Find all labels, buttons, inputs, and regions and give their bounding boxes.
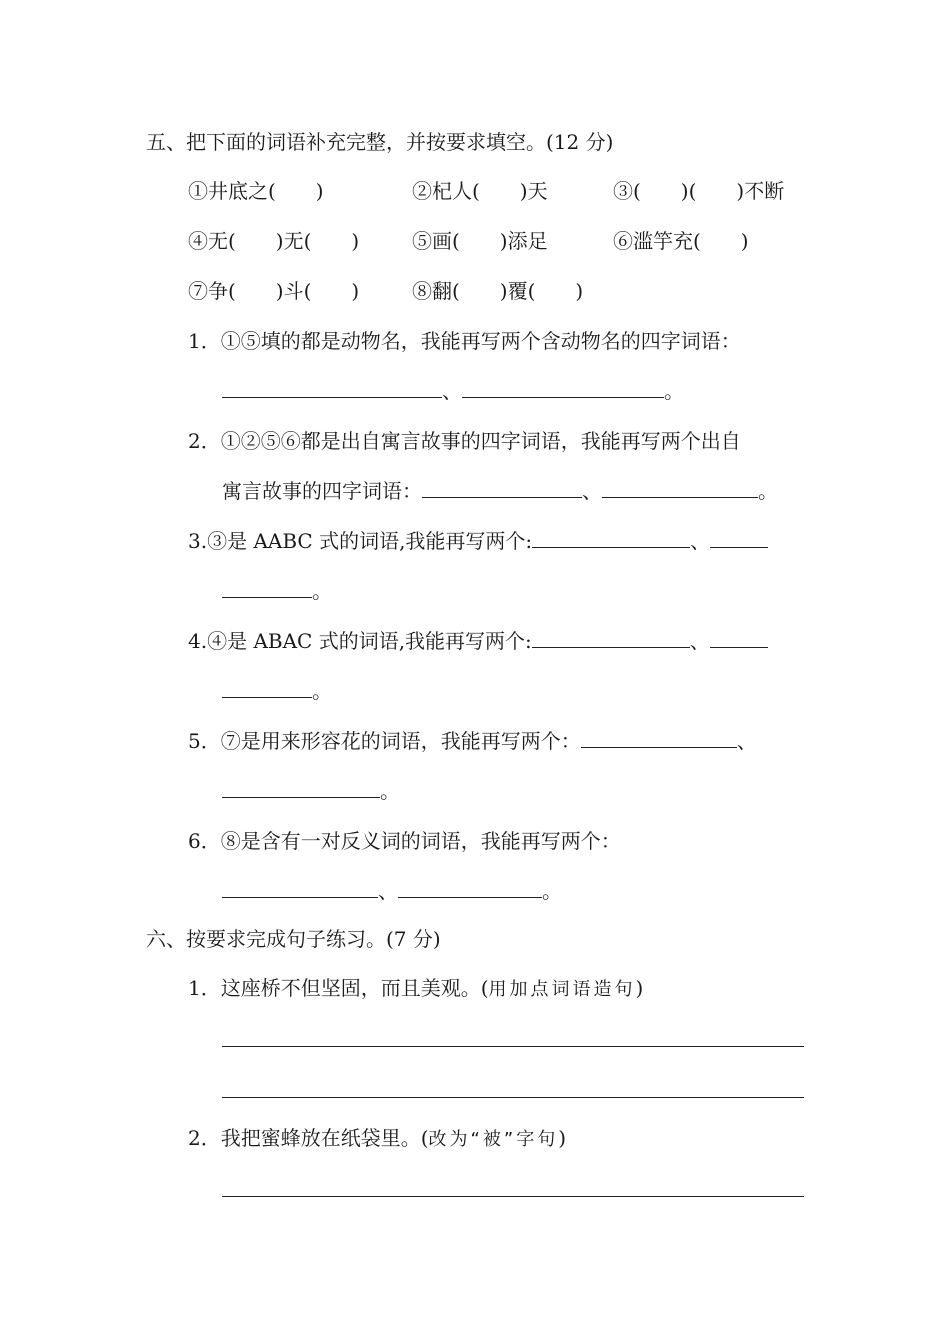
idiom-3: ③( )( )不断 [613, 179, 785, 203]
answer-line[interactable] [222, 1046, 804, 1047]
answer-row-5-3 [222, 577, 332, 605]
period: 。 [312, 679, 332, 703]
period: 。 [758, 479, 778, 503]
note-open: ( [480, 976, 489, 1000]
note-close: ) [558, 1126, 567, 1150]
idiom-5: ⑤画( )添足 [412, 229, 548, 253]
question-6-1 [188, 974, 643, 1002]
idiom-4: ④无( )无( ) [188, 229, 360, 253]
question-text: ①②⑤⑥都是出自寓言故事的四字词语，我能再写两个出自 [220, 429, 741, 453]
answer-row-5-5 [222, 777, 400, 805]
answer-row-5-4 [222, 677, 332, 705]
idiom-2: ②杞人( )天 [412, 179, 548, 203]
question-text: ③是 AABC 式的词语,我能再写两个: [207, 529, 533, 553]
instruction-note: 改为“被”字句 [428, 1129, 559, 1150]
answer-blank[interactable] [532, 627, 690, 648]
instruction-note: 用加点词语造句 [488, 979, 636, 1000]
question-5-5 [188, 727, 757, 755]
separator: 、 [582, 479, 602, 503]
period: 。 [542, 879, 562, 903]
question-5-6 [188, 827, 621, 855]
answer-blank[interactable] [222, 777, 380, 798]
answer-line[interactable] [222, 1097, 804, 1098]
question-5-1 [188, 327, 741, 355]
question-number: 5． [188, 729, 221, 753]
answer-row-5-6 [222, 877, 562, 905]
answer-blank[interactable] [710, 627, 768, 648]
question-number: 1． [188, 976, 221, 1000]
answer-blank[interactable] [602, 477, 758, 498]
separator: 、 [690, 529, 711, 553]
idiom-8: ⑧翻( )覆( ) [412, 279, 584, 303]
answer-row-5-1 [222, 377, 684, 405]
question-5-2-continued [222, 477, 778, 505]
question-number: 1． [188, 329, 221, 353]
separator: 、 [378, 879, 398, 903]
period: 。 [380, 779, 400, 803]
answer-blank[interactable] [222, 377, 442, 398]
question-5-3 [188, 527, 768, 555]
separator: 、 [442, 379, 462, 403]
question-number: 2． [188, 429, 221, 453]
question-text: ⑧是含有一对反义词的词语，我能再写两个： [220, 829, 621, 853]
question-text-cont: 寓言故事的四字词语： [222, 479, 422, 503]
separator: 、 [689, 629, 710, 653]
question-text: ④是 ABAC 式的词语,我能再写两个: [207, 629, 532, 653]
question-number: 2． [188, 1126, 221, 1150]
question-number: 4. [188, 629, 208, 653]
question-6-2 [188, 1124, 566, 1152]
question-5-2 [188, 427, 741, 455]
answer-blank[interactable] [222, 877, 378, 898]
period: 。 [312, 579, 332, 603]
idiom-6: ⑥滥竽充( ) [613, 229, 749, 253]
question-text: 这座桥不但坚固，而且美观。 [220, 976, 481, 1000]
answer-blank-cont[interactable] [222, 577, 312, 598]
separator: 、 [736, 729, 757, 753]
section-6-heading: 六、按要求完成句子练习。(7 分) [146, 927, 441, 951]
answer-blank[interactable] [710, 527, 768, 548]
note-open: ( [420, 1126, 429, 1150]
answer-blank[interactable] [532, 527, 690, 548]
answer-blank[interactable] [462, 377, 664, 398]
question-5-4 [188, 627, 768, 655]
question-text: 我把蜜蜂放在纸袋里。 [220, 1126, 421, 1150]
answer-blank-cont[interactable] [222, 677, 312, 698]
answer-blank[interactable] [581, 727, 737, 748]
answer-line[interactable] [222, 1196, 804, 1197]
section-5-heading: 五、把下面的词语补充完整，并按要求填空。(12 分) [146, 130, 614, 154]
question-text: ①⑤填的都是动物名，我能再写两个含动物名的四字词语： [220, 329, 741, 353]
note-close: ) [635, 976, 644, 1000]
question-number: 3. [188, 529, 208, 553]
answer-blank[interactable] [422, 477, 582, 498]
question-number: 6． [188, 829, 221, 853]
idiom-1: ①井底之( ) [188, 179, 324, 203]
idiom-7: ⑦争( )斗( ) [188, 279, 360, 303]
answer-blank[interactable] [398, 877, 542, 898]
period: 。 [664, 379, 684, 403]
question-text: ⑦是用来形容花的词语，我能再写两个： [220, 729, 581, 753]
